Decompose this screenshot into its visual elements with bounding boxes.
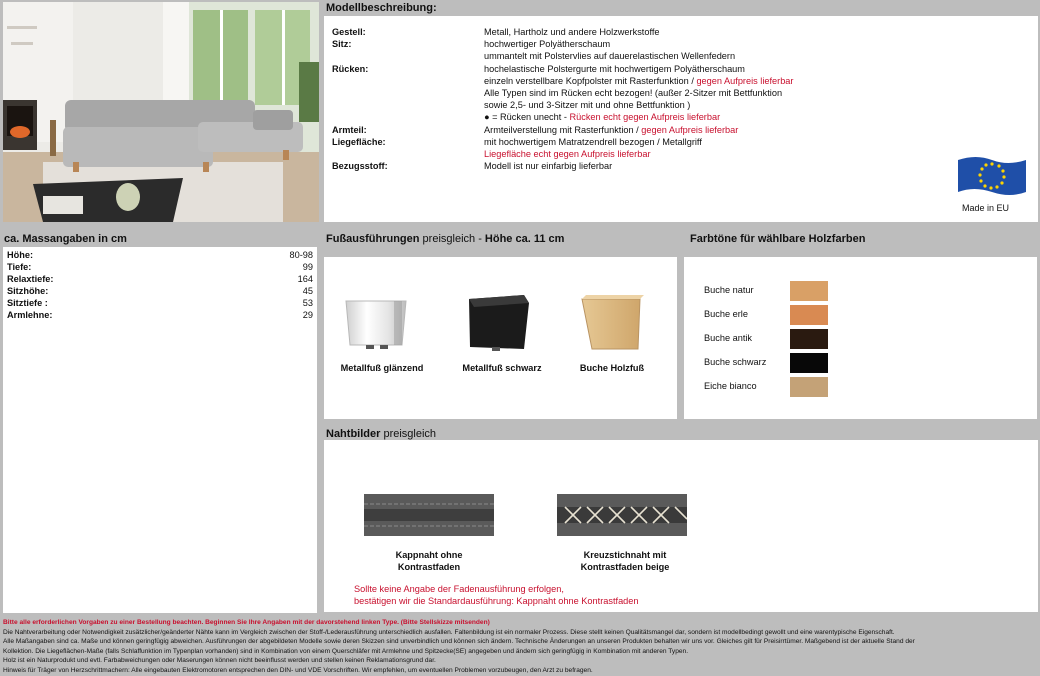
modell-row-text: Modell ist nur einfarbig lieferbar [484, 161, 613, 172]
footer-line-5: Hinweis für Träger von Herzschrittmachern: Alle eingebauten Elektromotoren entsprechen den DIN- und VDE Vorschriften. Wir empfehlen, um eventuellen Problemen vorzubeugen, den Arzt zu befragen. [3, 666, 593, 674]
kreuzstich-label-1: Kreuzstichnaht mit [583, 550, 667, 560]
modell-description [324, 16, 1038, 222]
measurement-value: 53 [302, 298, 313, 308]
footer-warning: Bitte alle erforderlichen Vorgaben zu einer Bestellung beachten. Beginnen Sie Ihre Angaben mit der davorstehend linken Type. (Bitte Stellskizze mitsenden) [3, 619, 490, 626]
measurement-label: Sitzhöhe: [7, 286, 49, 296]
wood-color-label: Buche natur [704, 285, 754, 295]
modell-row-text: ● = Rücken unecht - [484, 112, 570, 123]
modell-row-text: ummantelt mit Polstervlies auf dauerelastischen Wellenfedern [484, 51, 736, 62]
wood-color-swatch[interactable] [790, 377, 828, 397]
fuss-height: Höhe ca. 11 cm [484, 233, 565, 245]
modell-row-label: Bezugsstoff: [332, 161, 388, 172]
wood-color-label: Buche antik [704, 333, 753, 343]
modell-row-label: Armteil: [332, 124, 367, 135]
measurement-label: Relaxtiefe: [7, 274, 54, 284]
modell-row-label: Liegefläche: [332, 136, 386, 147]
wood-color-label: Eiche bianco [704, 381, 757, 391]
footer-line-1: Die Nahtverarbeitung oder Notwendigkeit zusätzlicher/geänderter Nähte kann im Vergleich zwischen der Stoff-/Lederausführung unterschiedlich ausfallen. Faltenbildung ist ein normaler Prozess. Diese stellt keinen Qualitätsmangel dar, sondern ist modellbedingt gewollt und eine warentypische Eigenschaft. [3, 628, 895, 636]
wood-color-label: Buche schwarz [704, 357, 767, 367]
feet-options [324, 257, 677, 419]
modell-row-value [484, 63, 745, 75]
seam-note-2: bestätigen wir die Standardausführung: Kappnaht ohne Kontrastfaden [354, 596, 639, 606]
measurement-row [7, 297, 313, 309]
measurement-row [7, 309, 313, 321]
room-photo [3, 2, 319, 222]
cross-stitch-seam-icon [557, 494, 687, 536]
measurement-value: 45 [302, 286, 313, 296]
modell-row-value [484, 50, 735, 62]
measurement-label: Sitztiefe : [7, 298, 48, 308]
measurement-label: Tiefe: [7, 262, 32, 272]
modell-row-label: Rücken: [332, 63, 369, 74]
wood-color-swatch[interactable] [790, 281, 828, 301]
modell-row-value [484, 26, 660, 38]
measurement-value: 164 [297, 274, 313, 284]
modell-row-value [484, 38, 610, 50]
modell-row-value [484, 124, 738, 136]
modell-row-value [484, 148, 651, 160]
measurement-row [7, 261, 313, 273]
foot-label-2: Buche Holzfuß [579, 363, 645, 373]
modell-row-text: sowie 2,5- und 3-Sitzer mit und ohne Bettfunktion ) [484, 100, 691, 111]
fuss-header [322, 231, 680, 247]
footer-line-3: Kollektion. Die Liegeflächen-Maße (falls Schlaffunktion im Typenplan vorhanden) sind in Kombination von einem Querschläfer mit Armlehne und Spitzecke(SE) angegeben und ändern sich geringfügig in Kombination mit anderen Typen. [3, 647, 689, 655]
modell-row-text: Alle Typen sind im Rücken echt bezogen! (außer 2-Sitzer mit Bettfunktion [484, 88, 783, 98]
masse-header: ca. Massangaben in cm [4, 233, 127, 245]
modell-row-value [484, 111, 720, 123]
farb-header: Farbtöne für wählbare Holzfarben [690, 233, 866, 245]
naht-title: Nahtbilder [326, 428, 381, 440]
wood-color-swatch[interactable] [790, 353, 828, 373]
fuss-title: Fußausführungen [326, 233, 420, 245]
seam-options [324, 440, 1038, 612]
modell-row-value [484, 99, 690, 111]
modell-row-value [484, 136, 702, 148]
modell-row-value [484, 75, 793, 87]
modell-row-text: mit hochwertigem Matratzendrell bezogen / Metallgriff [484, 136, 702, 147]
wood-color-swatch[interactable] [790, 305, 828, 325]
measurement-label: Armlehne: [7, 310, 53, 320]
measurement-row [7, 249, 313, 261]
naht-sub: preisgleich [380, 428, 437, 440]
modell-row-label: Gestell: [332, 27, 366, 37]
footer-line-4: Holz ist ein Naturprodukt und evtl. Farbabweichungen oder Maserungen können nicht beeinflusst werden und stellen keinen Reklamationsgrund dar. [3, 657, 436, 665]
wood-color-swatch[interactable] [790, 329, 828, 349]
measurement-value: 29 [302, 310, 313, 320]
feet-images [324, 257, 677, 367]
beech-wood-foot-icon [582, 295, 644, 349]
measurement-value: 80-98 [289, 250, 313, 260]
modell-header: Modellbeschreibung: [326, 2, 437, 14]
kappnaht-label-1: Kappnaht ohne [395, 550, 463, 560]
metal-foot-black-icon [469, 295, 529, 351]
metal-foot-glossy-icon [346, 301, 406, 349]
kappnaht-sample [364, 494, 494, 536]
modell-row-value [484, 160, 612, 172]
modell-row-text: Metall, Hartholz und andere Holzwerkstoffe [484, 27, 660, 37]
modell-row-text: einzeln verstellbare Kopfpolster mit Rasterfunktion / [484, 75, 697, 86]
modell-row-surcharge: Liegefläche echt gegen Aufpreis lieferbar [484, 149, 651, 159]
measurement-row [7, 273, 313, 285]
wood-color-label: Buche erle [704, 309, 748, 319]
modell-row-surcharge: gegen Aufpreis lieferbar [641, 124, 739, 135]
modell-row-text: Armteilverstellung mit Rasterfunktion / [484, 124, 642, 135]
foot-label-0: Metallfuß glänzend [340, 363, 424, 373]
modell-row-label: Sitz: [332, 39, 352, 50]
measurement-value: 99 [302, 262, 313, 272]
modell-row-value [484, 87, 782, 99]
kappnaht-label-2: Kontrastfaden [397, 562, 461, 572]
modell-row-surcharge: Rücken echt gegen Aufpreis lieferbar [569, 112, 721, 123]
modell-row-text: hochelastische Polstergurte mit hochwertigem Polyätherschaum [484, 63, 745, 74]
footer-notes [0, 617, 1040, 676]
measurements-table [3, 247, 317, 613]
foot-label-1: Metallfuß schwarz [462, 363, 542, 373]
measurement-label: Höhe: [7, 250, 34, 260]
measurement-row [7, 285, 313, 297]
wood-color-options [684, 257, 1037, 419]
kreuzstich-label-2: Kontrastfaden beige [580, 562, 670, 572]
modell-row-surcharge: gegen Aufpreis lieferbar [696, 75, 794, 86]
footer-line-2: Alle Maßangaben sind ca. Maße und können geringfügig abweichen. Ausführungen der abgebildeten Modelle sowie deren Skizzen sind unverbindlich und können sich ändern. Technische Änderungen an unseren Produkten behalten wir uns vor. Gleiches gilt für Preisirrtümer. Maßgebend ist der aktuelle Stand der [3, 638, 915, 646]
sofa-room-image [3, 2, 319, 222]
eu-flag-icon [956, 154, 1028, 198]
made-in-eu-label: Made in EU [962, 203, 1010, 213]
seam-note-1: Sollte keine Angabe der Fadenausführung erfolgen, [354, 584, 564, 594]
modell-row-text: hochwertiger Polyätherschaum [484, 39, 611, 50]
fuss-sub: preisgleich - [419, 233, 485, 245]
